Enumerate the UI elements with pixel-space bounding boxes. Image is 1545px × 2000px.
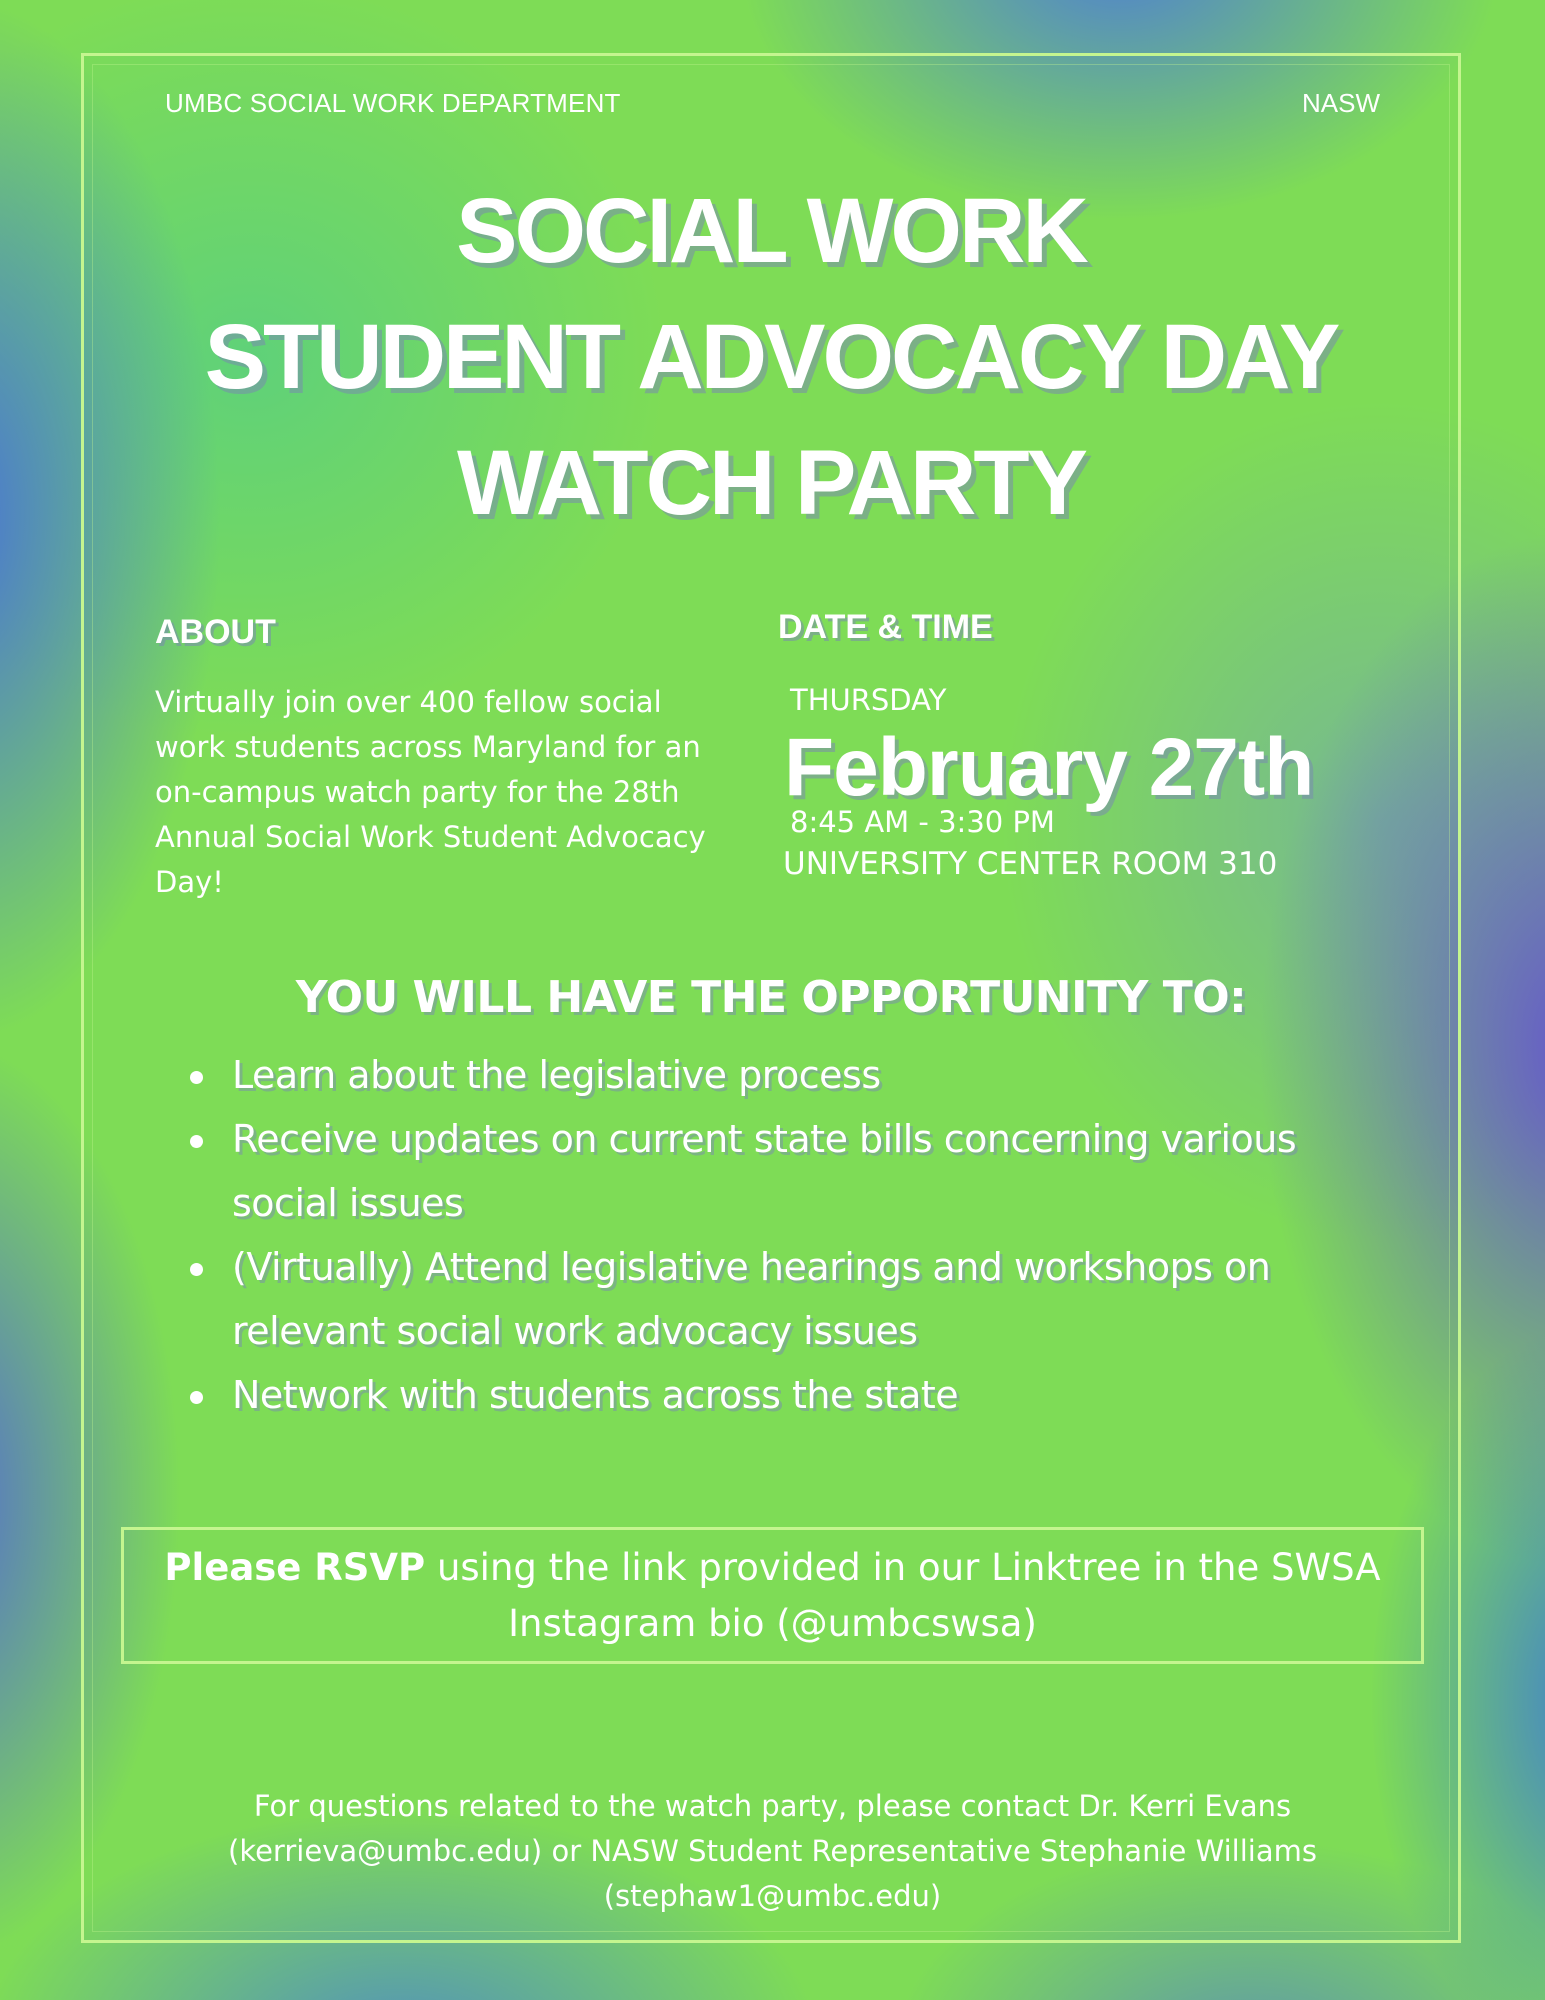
list-item [190,1235,1350,1363]
bullet-icon [190,1135,203,1148]
list-item-text: Learn about the legislative process [232,1053,881,1097]
event-location: UNIVERSITY CENTER ROOM 310 [783,846,1278,882]
list-item-text: Receive updates on current state bills concerning various social issues [232,1117,1297,1225]
event-date: February 27th [784,722,1314,813]
about-description: Virtually join over 400 fellow social work students across Maryland for an on-campus watch party for the 28th Annual Social Work Student Advocacy Day! [155,685,706,899]
bullet-icon [190,1263,203,1276]
department-label: UMBC SOCIAL WORK DEPARTMENT [165,88,621,118]
rsvp-emphasis: Please RSVP [164,1545,426,1589]
list-item [190,1363,1350,1427]
bullet-icon [190,1391,203,1404]
about-heading: ABOUT [155,613,276,651]
poster-title [81,168,1461,546]
event-time: 8:45 AM - 3:30 PM [790,805,1055,839]
title-line-1: SOCIAL WORK [456,180,1086,282]
opportunity-list [190,1043,1350,1427]
title-line-2: STUDENT ADVOCACY DAY [204,306,1338,408]
opportunity-heading: YOU WILL HAVE THE OPPORTUNITY TO: [295,972,1247,1023]
rsvp-box [121,1527,1424,1664]
list-item [190,1043,1350,1107]
organization-label: NASW [1302,88,1380,118]
contact-info: For questions related to the watch party, please contact Dr. Kerri Evans (kerrieva@umbc.edu) or NASW Student Representative Stephanie Williams (stephaw1@umbc.edu) [228,1789,1317,1913]
list-item-text: Network with students across the state [232,1373,959,1417]
event-day: THURSDAY [790,683,947,717]
bullet-icon [190,1071,203,1084]
list-item-text: (Virtually) Attend legislative hearings and workshops on relevant social work advocacy issues [232,1245,1271,1353]
rsvp-message [143,1540,1403,1652]
list-item [190,1107,1350,1235]
title-line-3: WATCH PARTY [457,432,1085,534]
rsvp-instructions: using the link provided in our Linktree in the SWSA Instagram bio (@umbcswsa) [425,1545,1381,1645]
date-time-heading: DATE & TIME [778,608,993,646]
